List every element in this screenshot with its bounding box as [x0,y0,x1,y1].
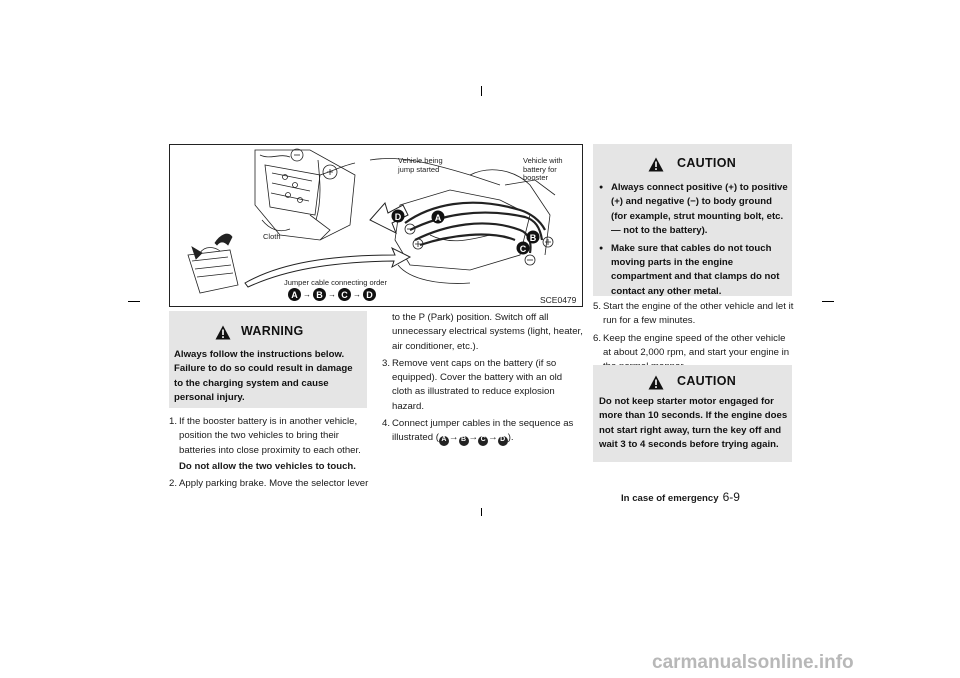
label-cloth: Cloth [263,232,281,241]
left-column-steps [169,415,369,491]
connecting-sequence [288,288,376,301]
warning-box [169,311,367,408]
step-3-text: Remove vent caps on the battery (if so equipped). Cover the battery with an old cloth as illustrated to reduce explosion hazard. [392,357,563,412]
inline-letter-a: A [439,436,449,446]
svg-text:C: C [519,244,527,254]
seq-letter-c: C [338,288,351,301]
label-connecting-order: Jumper cable connecting order [284,278,387,287]
crop-mark-top [481,86,482,96]
seq-letter-a: A [288,288,301,301]
step-1-number: 1. [169,416,178,427]
caution-box-1 [593,144,792,296]
step-3 [382,357,584,414]
label-vehicle-booster: Vehicle with battery for booster [523,156,563,182]
svg-text:B: B [529,233,537,243]
step-2 [169,477,369,491]
caution-icon [648,157,664,172]
warning-icon [215,325,231,340]
seq-arrow: → [328,290,336,299]
jump-start-illustration [169,144,583,307]
right-column-steps [593,300,795,374]
caution-1-title: CAUTION [677,156,737,170]
inline-letter-c: C [478,436,488,446]
svg-text:D: D [394,212,402,222]
inline-letter-b: B [459,436,469,446]
seq-letter-b: B [313,288,326,301]
caution-box-2 [593,365,792,462]
step-2-text: Apply parking brake. Move the selector lever [179,478,369,490]
step-2-number: 2. [169,478,178,490]
step-6-number: 6. [593,332,602,344]
section-name: In case of emergency [621,493,719,504]
step-4-text-b: ). [507,432,514,444]
inline-arrow: → [488,432,498,444]
step-4-number: 4. [382,418,391,430]
seq-arrow: → [303,290,311,299]
warning-text: Always follow the instructions below. Failure to do so could result in damage to the charging system and cause personal injury. [174,349,353,404]
step-3-number: 3. [382,357,391,369]
caution-icon [648,375,664,390]
inline-arrow: → [468,432,479,444]
caution-1-item: ● Make sure that cables do not touch moving parts in the engine compartment and that clamps do not contact any other metal. [599,242,789,300]
middle-column-steps [382,311,584,446]
step-5-text: Start the engine of the other vehicle and let it run for a few minutes. [603,301,794,327]
seq-letter-d: D [363,288,376,301]
step-1-text: If the booster battery is in another vehicle, position the two vehicles to bring their batteries into close proximity to each other. [179,416,361,456]
figure-code: SCE0479 [540,295,577,305]
step-4 [382,417,584,446]
inline-arrow: → [448,432,459,444]
svg-text:A: A [434,213,442,223]
crop-mark-left [128,301,140,302]
crop-mark-right [822,301,834,302]
crop-mark-bottom [481,508,482,516]
step-1-bold-note: Do not allow the two vehicles to touch. [179,460,356,472]
seq-arrow: → [353,290,361,299]
step-5-number: 5. [593,301,602,312]
caution-1-item: ● Always connect positive (+) to positive (+) and negative (−) to body ground (for example, strut mounting bolt, etc. — not to the battery). [599,181,789,239]
inline-letter-d: D [498,436,508,446]
step-5 [593,300,795,329]
warning-title: WARNING [241,324,304,338]
caution-2-title: CAUTION [677,374,737,388]
step-4-text-a: Connect jumper cables in the sequence as illustrated ( [392,418,574,444]
step-1 [169,415,369,458]
step-6-text: Keep the engine speed of the other vehicle at about 2,000 rpm, and start your engine in [603,332,790,358]
watermark: carmanualsonline.info [652,652,854,673]
caution-1-list [599,181,789,300]
page-number: 6-9 [722,490,740,504]
page-footer [621,490,740,504]
step-2-continued: to the P (Park) position. Switch off all unnecessary electrical systems (light, heater, air conditioner, etc.). [392,312,583,352]
caution-2-text: Do not keep starter motor engaged for more than 10 seconds. If the engine does not start right away, turn the key off and wait 3 to 4 seconds before trying again. [599,396,788,451]
label-vehicle-jump-started: Vehicle being jump started [398,156,443,174]
